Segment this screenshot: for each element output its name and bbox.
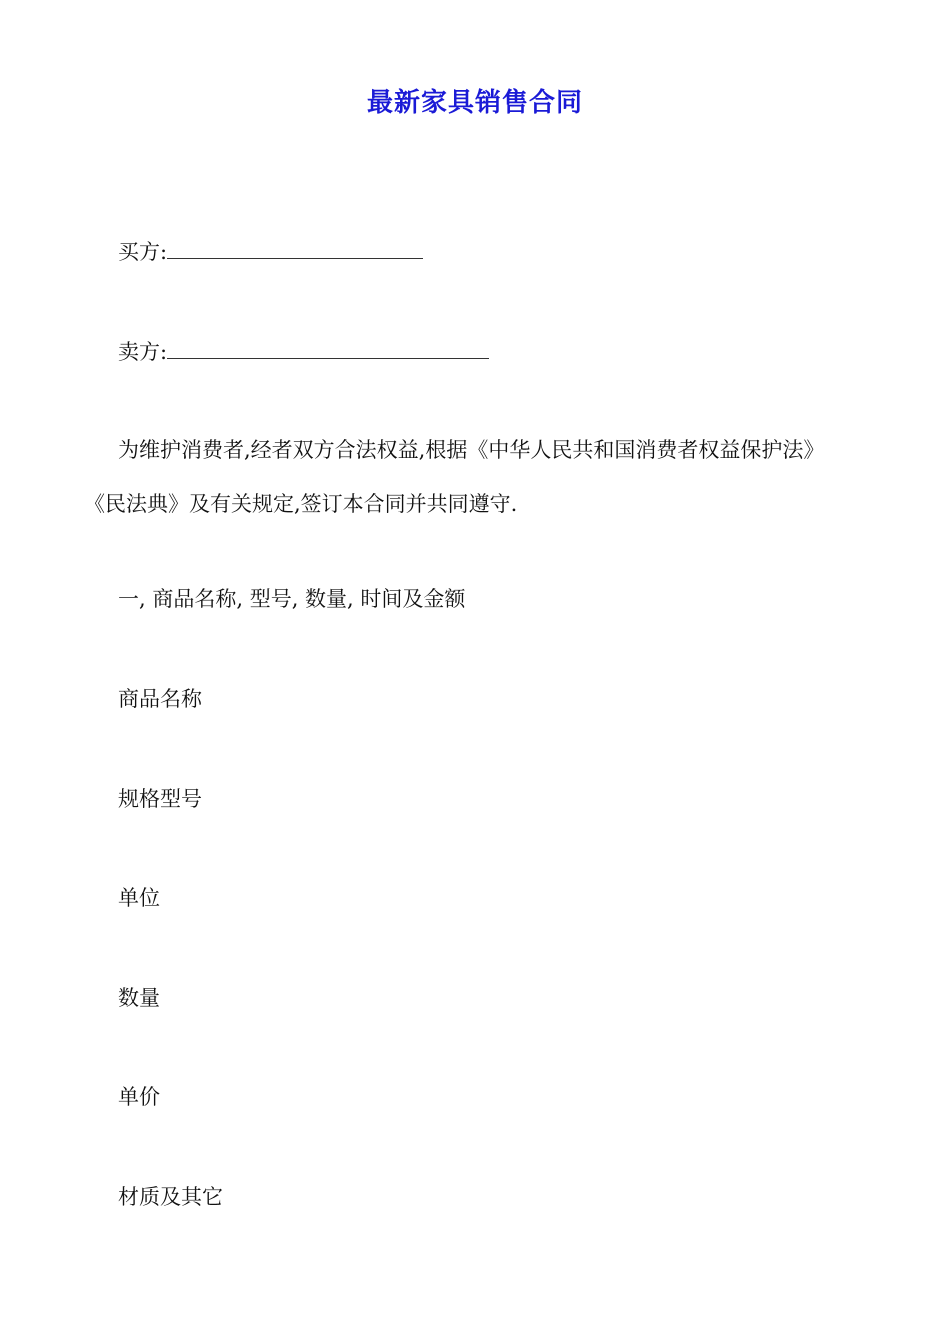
page-title: 最新家具销售合同	[366, 88, 583, 118]
field-spec-model: 规格型号	[118, 787, 202, 811]
seller-label: 卖方:	[118, 340, 168, 364]
field-unit: 单位	[118, 886, 160, 910]
section-heading: 一, 商品名称, 型号, 数量, 时间及金额	[118, 587, 466, 611]
buyer-line	[118, 238, 423, 266]
preamble-paragraph	[84, 436, 874, 518]
seller-blank	[167, 338, 489, 359]
field-unit-price: 单价	[118, 1085, 160, 1109]
field-product-name: 商品名称	[118, 687, 202, 711]
preamble-line-1: 为维护消费者,经者双方合法权益,根据《中华人民共和国消费者权益保护法》	[118, 438, 825, 462]
field-quantity: 数量	[118, 986, 160, 1010]
preamble-line-2: 《民法典》及有关规定,签订本合同并共同遵守.	[84, 492, 518, 516]
seller-line	[118, 338, 489, 366]
buyer-label: 买方:	[118, 240, 168, 264]
field-material-other: 材质及其它	[118, 1185, 223, 1209]
buyer-blank	[167, 238, 423, 259]
